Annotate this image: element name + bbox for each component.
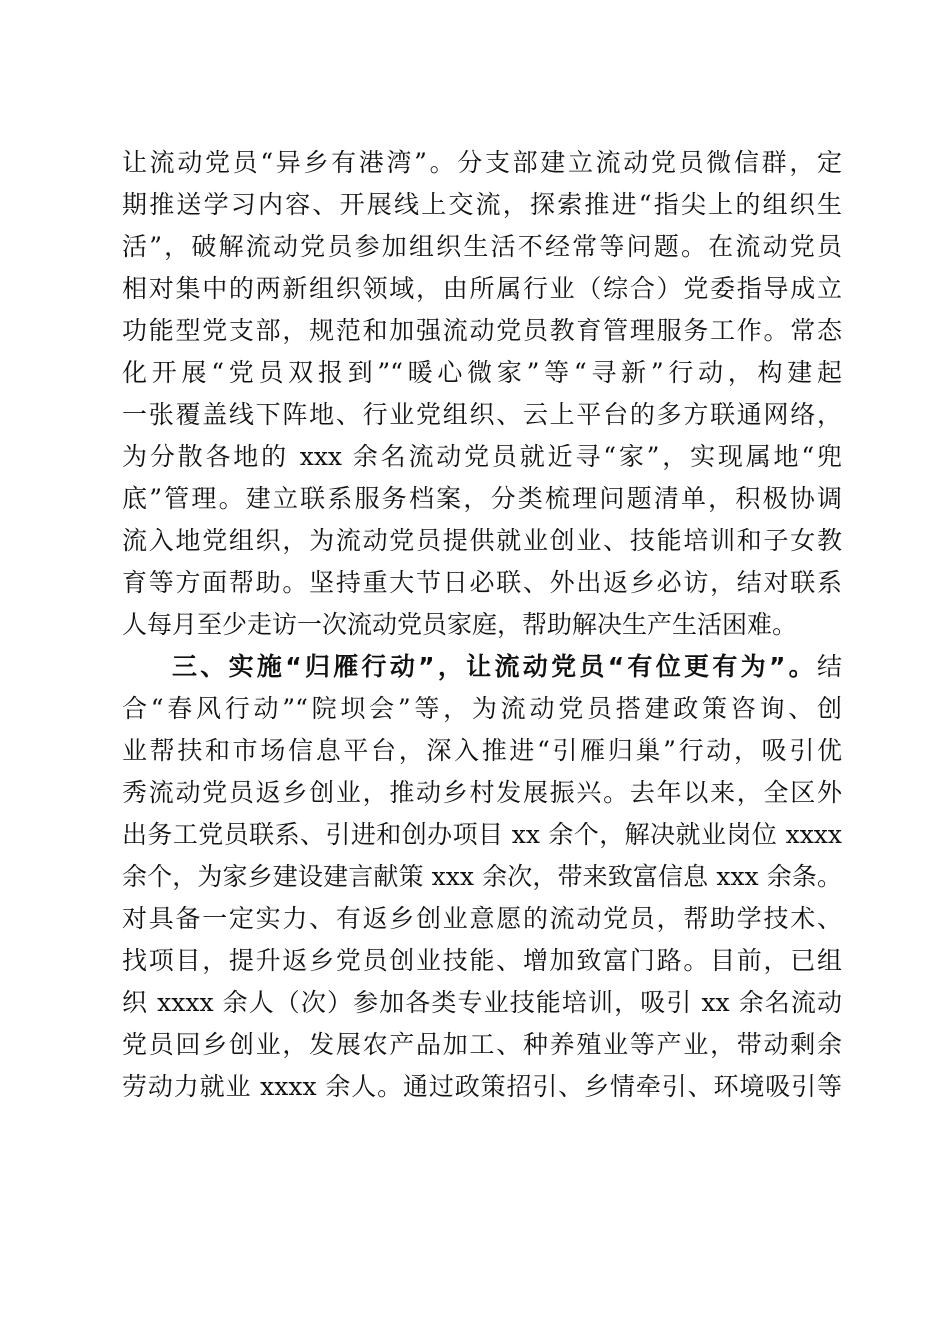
document-body	[122, 142, 842, 1108]
text-line: 人每月至少走访一次流动党员家庭，帮助解决生产生活困难。	[122, 610, 798, 639]
heading-line-rest: 结	[816, 652, 842, 681]
text-line: 让流动党员“异乡有港湾”。分支部建立流动党员微信群，定	[122, 148, 842, 177]
text-line: 化开展“党员双报到”“暖心微家”等“寻新”行动，构建起	[122, 358, 842, 387]
text-line: 对具备一定实力、有返乡创业意愿的流动党员，帮助学技术、	[122, 904, 842, 933]
text-line: 一张覆盖线下阵地、行业党组织、云上平台的多方联通网络，	[122, 400, 842, 429]
text-line: 找项目，提升返乡党员创业技能、增加致富门路。目前，已组	[122, 946, 842, 975]
text-line: 育等方面帮助。坚持重大节日必联、外出返乡必访，结对联系	[122, 568, 842, 597]
text-line: 余个，为家乡建设建言献策 xxx 余次，带来致富信息 xxx 余条。	[122, 862, 842, 891]
text-line: 流入地党组织，为流动党员提供就业创业、技能培训和子女教	[122, 526, 842, 555]
text-line: 劳动力就业 xxxx 余人。通过政策招引、乡情牵引、环境吸引等	[122, 1072, 842, 1101]
paragraph-returning-geese-action	[122, 646, 842, 1108]
text-line: 党员回乡创业，发展农产品加工、种养殖业等产业，带动剩余	[122, 1030, 842, 1059]
text-line: 功能型党支部，规范和加强流动党员教育管理服务工作。常态	[122, 316, 842, 345]
text-line: 相对集中的两新组织领域，由所属行业（综合）党委指导成立	[122, 274, 842, 303]
section-heading-line	[122, 646, 842, 688]
text-line: 为分散各地的 xxx 余名流动党员就近寻“家”，实现属地“兜	[122, 442, 842, 471]
text-line: 出务工党员联系、引进和创办项目 xx 余个，解决就业岗位 xxxx	[122, 820, 842, 849]
text-line: 期推送学习内容、开展线上交流，探索推进“指尖上的组织生	[122, 190, 842, 219]
paragraph-flow-members-home	[122, 142, 842, 646]
text-line: 业帮扶和市场信息平台，深入推进“引雁归巢”行动，吸引优	[122, 736, 842, 765]
text-line: 活”，破解流动党员参加组织生活不经常等问题。在流动党员	[122, 232, 842, 261]
text-line: 织 xxxx 余人（次）参加各类专业技能培训，吸引 xx 余名流动	[122, 988, 842, 1017]
text-line: 底”管理。建立联系服务档案，分类梳理问题清单，积极协调	[122, 484, 842, 513]
text-line: 秀流动党员返乡创业，推动乡村发展振兴。去年以来，全区外	[122, 778, 842, 807]
text-line: 合“春风行动”“院坝会”等，为流动党员搭建政策咨询、创	[122, 694, 842, 723]
section-heading: 三、实施“归雁行动”，让流动党员“有位更有为”。	[172, 652, 817, 681]
